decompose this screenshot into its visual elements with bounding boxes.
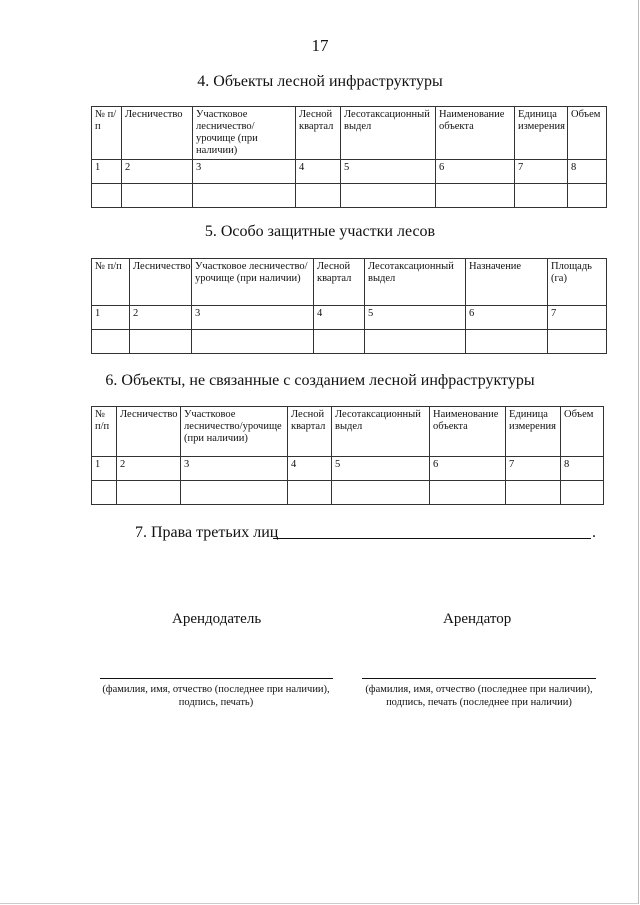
header-cell: Единица измерения bbox=[506, 407, 561, 457]
table-header-row bbox=[92, 107, 607, 160]
number-cell: 3 bbox=[193, 160, 296, 184]
caption-line: (фамилия, имя, отчество (последнее при наличии), bbox=[365, 684, 593, 695]
header-cell: Лесотаксационный выдел bbox=[365, 259, 466, 306]
empty-cell[interactable] bbox=[122, 184, 193, 208]
empty-cell[interactable] bbox=[193, 184, 296, 208]
header-cell: Единица измерения bbox=[515, 107, 568, 160]
protected-areas-table bbox=[91, 258, 607, 354]
number-cell: 4 bbox=[288, 457, 332, 481]
number-cell: 8 bbox=[561, 457, 604, 481]
third-party-rights-field[interactable] bbox=[273, 538, 591, 539]
header-cell: Наименование объекта bbox=[436, 107, 515, 160]
number-cell: 2 bbox=[117, 457, 181, 481]
number-cell: 6 bbox=[430, 457, 506, 481]
empty-cell[interactable] bbox=[92, 184, 122, 208]
number-cell: 5 bbox=[332, 457, 430, 481]
lessee-signature-caption bbox=[352, 683, 606, 709]
header-cell: Лесной квартал bbox=[314, 259, 365, 306]
header-cell: Назначение bbox=[466, 259, 548, 306]
number-cell: 5 bbox=[341, 160, 436, 184]
header-cell: № п/п bbox=[92, 407, 117, 457]
header-cell: Объем bbox=[561, 407, 604, 457]
empty-cell[interactable] bbox=[515, 184, 568, 208]
empty-cell[interactable] bbox=[314, 330, 365, 354]
header-cell: Участковое лесничество/урочище (при наличии) bbox=[193, 107, 296, 160]
header-cell: Лесничество bbox=[117, 407, 181, 457]
lessor-signature-line[interactable] bbox=[100, 678, 333, 679]
number-cell: 7 bbox=[548, 306, 607, 330]
empty-cell[interactable] bbox=[181, 481, 288, 505]
empty-cell[interactable] bbox=[332, 481, 430, 505]
empty-cell[interactable] bbox=[341, 184, 436, 208]
header-cell: Лесной квартал bbox=[296, 107, 341, 160]
empty-cell[interactable] bbox=[117, 481, 181, 505]
number-cell: 7 bbox=[515, 160, 568, 184]
number-cell: 2 bbox=[122, 160, 193, 184]
header-cell: Площадь (га) bbox=[548, 259, 607, 306]
other-objects-table bbox=[91, 406, 604, 505]
number-cell: 5 bbox=[365, 306, 466, 330]
number-cell: 3 bbox=[192, 306, 314, 330]
number-cell: 2 bbox=[130, 306, 192, 330]
header-cell: № п/п bbox=[92, 259, 130, 306]
header-cell: Лесной квартал bbox=[288, 407, 332, 457]
empty-cell[interactable] bbox=[506, 481, 561, 505]
empty-cell[interactable] bbox=[561, 481, 604, 505]
header-cell: Участковое лесничество/урочище (при наличии) bbox=[192, 259, 314, 306]
empty-cell[interactable] bbox=[288, 481, 332, 505]
empty-cell[interactable] bbox=[92, 330, 130, 354]
header-cell: Наименование объекта bbox=[430, 407, 506, 457]
empty-cell[interactable] bbox=[296, 184, 341, 208]
empty-cell[interactable] bbox=[365, 330, 466, 354]
empty-cell[interactable] bbox=[436, 184, 515, 208]
header-cell: Лесотаксационный выдел bbox=[332, 407, 430, 457]
header-cell: Лесничество bbox=[122, 107, 193, 160]
empty-cell[interactable] bbox=[466, 330, 548, 354]
header-cell: № п/п bbox=[92, 107, 122, 160]
section-6-title: 6. Объекты, не связанные с созданием лесной инфраструктуры bbox=[105, 372, 535, 389]
header-cell: Объем bbox=[568, 107, 607, 160]
number-cell: 3 bbox=[181, 457, 288, 481]
empty-cell[interactable] bbox=[568, 184, 607, 208]
header-cell: Лесничество bbox=[130, 259, 192, 306]
number-cell: 4 bbox=[296, 160, 341, 184]
empty-cell[interactable] bbox=[92, 481, 117, 505]
caption-line: подпись, печать (последнее при наличии) bbox=[386, 697, 572, 708]
table-header-row bbox=[92, 259, 607, 306]
table-empty-row bbox=[92, 330, 607, 354]
number-cell: 4 bbox=[314, 306, 365, 330]
table-number-row bbox=[92, 306, 607, 330]
empty-cell[interactable] bbox=[130, 330, 192, 354]
section-4-title: 4. Объекты лесной инфраструктуры bbox=[197, 73, 443, 90]
number-cell: 1 bbox=[92, 457, 117, 481]
section-5-title: 5. Особо защитные участки лесов bbox=[204, 223, 436, 240]
lessor-signature-caption bbox=[90, 683, 342, 709]
table-number-row bbox=[92, 457, 604, 481]
table-empty-row bbox=[92, 481, 604, 505]
number-cell: 7 bbox=[506, 457, 561, 481]
number-cell: 1 bbox=[92, 306, 130, 330]
number-cell: 1 bbox=[92, 160, 122, 184]
table-header-row bbox=[92, 407, 604, 457]
lessee-label: Арендатор bbox=[443, 611, 512, 627]
empty-cell[interactable] bbox=[430, 481, 506, 505]
number-cell: 6 bbox=[436, 160, 515, 184]
number-cell: 6 bbox=[466, 306, 548, 330]
third-party-rights-label: 7. Права третьих лиц bbox=[135, 524, 279, 541]
empty-cell[interactable] bbox=[192, 330, 314, 354]
caption-line: подпись, печать) bbox=[178, 697, 254, 708]
table-empty-row bbox=[92, 184, 607, 208]
third-party-rights-period: . bbox=[592, 524, 596, 541]
header-cell: Лесотаксационный выдел bbox=[341, 107, 436, 160]
lessor-label: Арендодатель bbox=[172, 611, 262, 627]
number-cell: 8 bbox=[568, 160, 607, 184]
page-number: 17 bbox=[311, 36, 329, 55]
table-number-row bbox=[92, 160, 607, 184]
empty-cell[interactable] bbox=[548, 330, 607, 354]
lessee-signature-line[interactable] bbox=[362, 678, 596, 679]
caption-line: (фамилия, имя, отчество (последнее при наличии), bbox=[102, 684, 330, 695]
header-cell: Участковое лесничество/урочище (при наличии) bbox=[181, 407, 288, 457]
infrastructure-table bbox=[91, 106, 607, 208]
